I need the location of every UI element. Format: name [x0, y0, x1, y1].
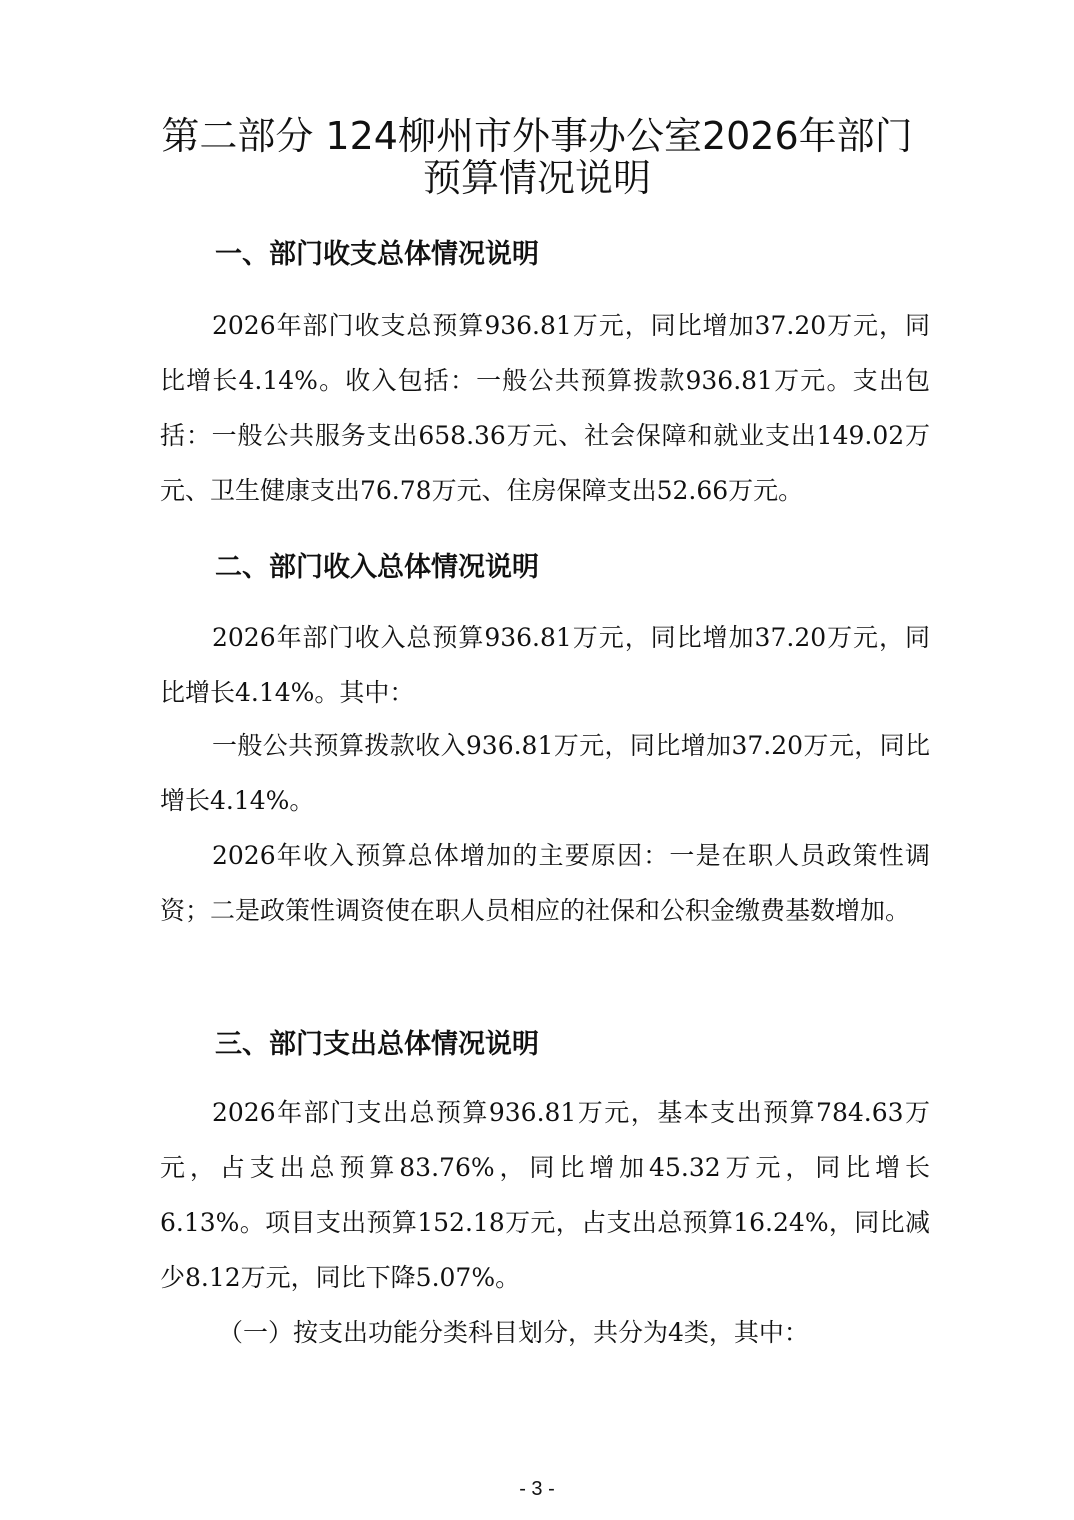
section-heading-2: 二、部门收入总体情况说明	[215, 552, 539, 583]
page-title-line-2: 预算情况说明	[422, 156, 651, 200]
section-2-paragraph-1: 2026年部门收入总预算936.81万元，同比增加37.20万元，同比增长4.14%。其中：	[160, 623, 930, 707]
section-heading-3: 三、部门支出总体情况说明	[215, 1029, 539, 1060]
section-3-paragraph-1: 2026年部门支出总预算936.81万元，基本支出预算784.63万元，占支出总预算83.76%，同比增加45.32万元，同比增长6.13%。项目支出预算152.18万元，占支出总预算16.24%，同比减少8.12万元，同比下降5.07%。	[160, 1098, 930, 1292]
section-3-paragraph-2: （一）按支出功能分类科目划分，共分为4类，其中：	[218, 1318, 809, 1347]
section-2-paragraph-3: 2026年收入预算总体增加的主要原因：一是在职人员政策性调资；二是政策性调资使在职人员相应的社保和公积金缴费基数增加。	[160, 841, 930, 925]
section-heading-1: 一、部门收支总体情况说明	[215, 239, 539, 270]
page-title-line-1: 第二部分 124柳州市外事办公室2026年部门	[161, 114, 913, 158]
section-2-paragraph-2: 一般公共预算拨款收入936.81万元，同比增加37.20万元，同比增长4.14%。	[160, 731, 930, 815]
page-number: - 3 -	[519, 1478, 555, 1500]
section-1-paragraph-1: 2026年部门收支总预算936.81万元，同比增加37.20万元，同比增长4.14%。收入包括：一般公共预算拨款936.81万元。支出包括：一般公共服务支出658.36万元、社会保障和就业支出149.02万元、卫生健康支出76.78万元、住房保障支出52.66万元。	[160, 311, 930, 505]
